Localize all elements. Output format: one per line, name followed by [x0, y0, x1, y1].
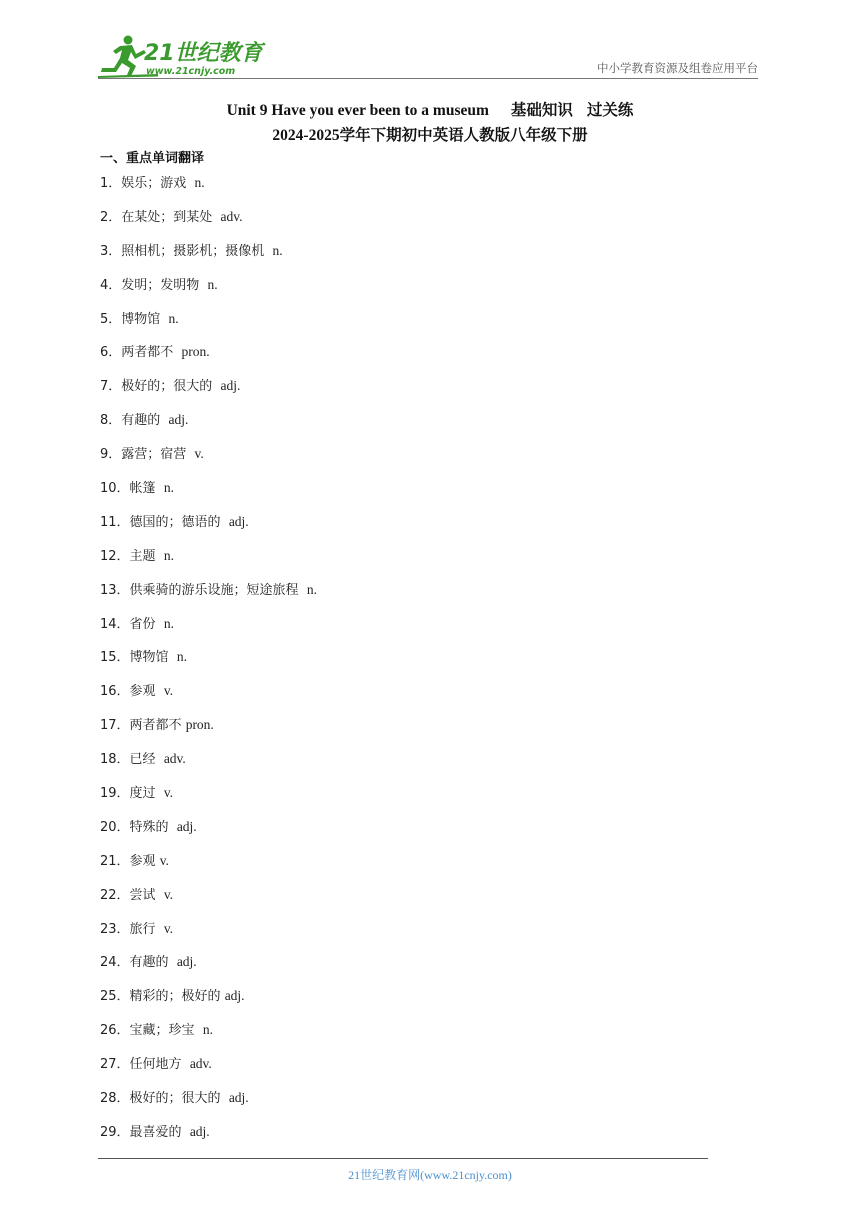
item-part-of-speech: adv.	[189, 1056, 212, 1072]
list-item	[100, 1123, 317, 1157]
item-part-of-speech: n.	[163, 615, 174, 631]
item-meaning: 露营；宿营	[121, 447, 195, 463]
item-meaning: 供乘骑的游乐设施；短途旅程	[129, 582, 307, 598]
item-part-of-speech: v.	[163, 920, 174, 936]
title-unit: Unit 9 Have you ever been to a museum	[226, 102, 489, 119]
item-meaning: 博物馆	[129, 650, 177, 666]
item-part-of-speech: n.	[163, 547, 174, 563]
list-item	[100, 987, 317, 1021]
item-number: 25．	[100, 989, 130, 1005]
list-item	[100, 852, 317, 886]
item-meaning: 已经	[129, 752, 164, 768]
item-meaning: 有趣的	[129, 955, 177, 971]
item-number: 29．	[100, 1124, 130, 1140]
item-number: 2．	[100, 209, 122, 225]
item-meaning: 两者都不	[121, 345, 182, 361]
doc-title	[0, 98, 860, 120]
list-item	[100, 276, 317, 310]
item-meaning: 发明；发明物	[121, 277, 208, 293]
list-item	[100, 513, 317, 547]
item-part-of-speech: adj.	[189, 1123, 210, 1139]
footer-divider	[98, 1158, 708, 1159]
list-item	[100, 581, 317, 615]
item-number: 18．	[100, 752, 130, 768]
list-item	[100, 411, 317, 445]
item-number: 8．	[100, 413, 122, 429]
list-item	[100, 174, 317, 208]
list-item	[100, 886, 317, 920]
list-item	[100, 310, 317, 344]
item-part-of-speech: n.	[207, 276, 218, 292]
section-heading: 一、重点单词翻译	[100, 151, 205, 166]
item-part-of-speech: adj.	[220, 378, 241, 394]
item-meaning: 任何地方	[129, 1057, 190, 1073]
list-item	[100, 343, 317, 377]
item-meaning: 主题	[129, 548, 164, 564]
item-number: 21．	[100, 853, 130, 869]
item-meaning: 尝试	[129, 887, 164, 903]
item-meaning: 旅行	[129, 921, 164, 937]
item-number: 23．	[100, 921, 130, 937]
item-meaning: 宝藏；珍宝	[129, 1023, 203, 1039]
item-part-of-speech: adv.	[163, 751, 186, 767]
item-meaning: 精彩的；极好的	[129, 989, 225, 1005]
item-number: 12．	[100, 548, 130, 564]
item-part-of-speech: n.	[306, 581, 317, 597]
item-number: 10．	[100, 481, 130, 497]
list-item	[100, 547, 317, 581]
logo-url: www.21cnjy.com	[146, 66, 236, 77]
list-item	[100, 784, 317, 818]
item-part-of-speech: v.	[194, 446, 204, 462]
item-number: 24．	[100, 955, 130, 971]
list-item	[100, 208, 317, 242]
item-part-of-speech: n.	[194, 175, 205, 190]
item-number: 22．	[100, 887, 130, 903]
item-meaning: 参观	[129, 853, 160, 869]
item-part-of-speech: pron.	[185, 717, 214, 733]
item-meaning: 最喜爱的	[129, 1124, 190, 1140]
item-meaning: 两者都不	[129, 718, 186, 734]
item-meaning: 有趣的	[121, 413, 169, 429]
item-number: 20．	[100, 819, 130, 835]
list-item	[100, 953, 317, 987]
item-number: 16．	[100, 684, 130, 700]
item-part-of-speech: v.	[159, 852, 169, 868]
item-number: 15．	[100, 650, 130, 666]
item-number: 4．	[100, 277, 122, 293]
item-number: 19．	[100, 786, 130, 802]
title-practice: 过关练	[586, 102, 634, 119]
vocab-list	[100, 174, 317, 1157]
list-item	[100, 1021, 317, 1055]
item-part-of-speech: n.	[163, 480, 174, 496]
item-number: 17．	[100, 718, 130, 734]
platform-name: 中小学教育资源及组卷应用平台	[597, 61, 758, 75]
item-meaning: 在某处；到某处	[121, 209, 221, 225]
item-number: 9．	[100, 447, 122, 463]
list-item	[100, 920, 317, 954]
item-part-of-speech: adj.	[228, 513, 249, 529]
item-part-of-speech: n.	[168, 310, 179, 326]
item-meaning: 极好的；很大的	[121, 379, 221, 395]
title-basic: 基础知识	[510, 102, 573, 119]
list-item	[100, 1089, 317, 1123]
list-item	[100, 377, 317, 411]
header-divider	[98, 78, 758, 79]
item-part-of-speech: n.	[176, 649, 187, 665]
list-item	[100, 750, 317, 784]
item-number: 28．	[100, 1091, 130, 1107]
footer-link[interactable]: 21世纪教育网(www.21cnjy.com)	[348, 1168, 512, 1182]
item-number: 7．	[100, 379, 122, 395]
item-part-of-speech: v.	[163, 683, 174, 699]
list-item	[100, 818, 317, 852]
item-part-of-speech: v.	[163, 785, 174, 801]
item-part-of-speech: pron.	[181, 344, 210, 360]
item-meaning: 省份	[129, 616, 164, 632]
item-number: 3．	[100, 243, 122, 259]
item-meaning: 极好的；很大的	[129, 1091, 229, 1107]
item-part-of-speech: adj.	[168, 412, 189, 428]
list-item	[100, 716, 317, 750]
logo-21cnjy	[98, 32, 268, 78]
item-meaning: 德国的；德语的	[129, 514, 229, 530]
item-number: 5．	[100, 311, 122, 327]
item-part-of-speech: adj.	[228, 1090, 249, 1106]
list-item	[100, 648, 317, 682]
item-part-of-speech: adj.	[176, 818, 197, 834]
item-number: 1．	[100, 176, 122, 191]
list-item	[100, 479, 317, 513]
item-meaning: 特殊的	[129, 819, 177, 835]
item-meaning: 帐篷	[129, 481, 164, 497]
page-header	[98, 32, 758, 80]
item-number: 6．	[100, 345, 122, 361]
item-number: 27．	[100, 1057, 130, 1073]
item-number: 11．	[100, 514, 130, 530]
item-part-of-speech: adv.	[220, 208, 243, 224]
list-item	[100, 615, 317, 649]
item-meaning: 博物馆	[121, 311, 169, 327]
item-part-of-speech: adj.	[176, 954, 197, 970]
list-item	[100, 242, 317, 276]
item-part-of-speech: n.	[202, 1022, 213, 1038]
item-meaning: 度过	[129, 786, 164, 802]
item-meaning: 参观	[129, 684, 164, 700]
list-item	[100, 445, 317, 479]
item-part-of-speech: v.	[163, 886, 174, 902]
item-part-of-speech: adj.	[224, 988, 245, 1004]
item-meaning: 娱乐；游戏	[121, 176, 195, 191]
item-number: 14．	[100, 616, 130, 632]
item-number: 13．	[100, 582, 130, 598]
doc-subtitle: 2024-2025学年下期初中英语人教版八年级下册	[272, 127, 588, 144]
item-number: 26．	[100, 1023, 130, 1039]
logo-text: 21世纪教育	[144, 41, 263, 66]
list-item	[100, 1055, 317, 1089]
item-part-of-speech: n.	[272, 242, 283, 258]
item-meaning: 照相机；摄影机；摄像机	[121, 243, 273, 259]
list-item	[100, 682, 317, 716]
